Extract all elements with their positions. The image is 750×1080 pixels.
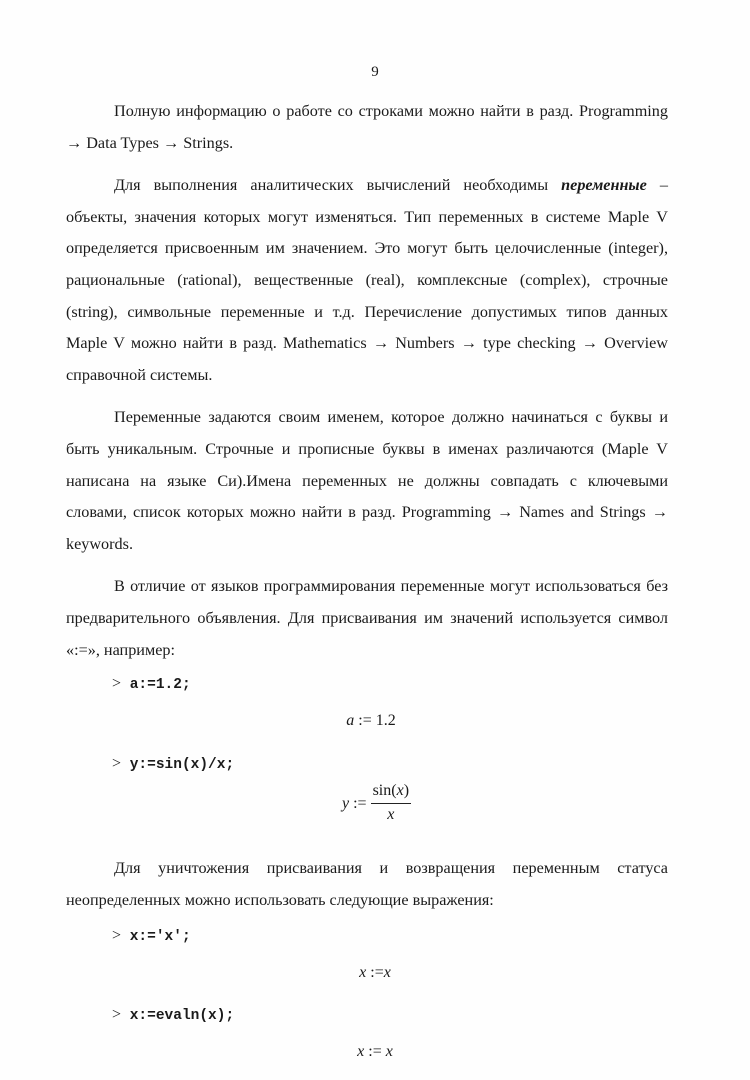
paragraph-variables-intro-rest: – объекты, значения которых могут изменяться. Тип переменных в системе Maple V определяется присвоенным им значением. Это могут быть целочисленные (integer), рациональные (rational), вещественные (real), комплексные (complex), строчные (string), символьные переменные и т.д. Перечисление допустимых типов данных Maple V можно найти в разд. Mathematics → Numbers → type checking → Overview справочной системы. xyxy=(66,176,668,384)
paragraph-variable-names: Переменные задаются своим именем, которое должно начинаться с буквы и быть уникальным. Строчные и прописные буквы в именах различаются (Maple V написана на языке Си).Имена переменных не должны совпадать с ключевыми словами, список которых можно найти в разд. Programming → Names and Strings → keywords. xyxy=(66,408,668,553)
output-operator: := xyxy=(358,712,372,730)
input-code: x:='x'; xyxy=(129,929,191,946)
paragraph-strings-reference: Полную информацию о работе со строками можно найти в разд. Programming → Data Types → Strings. xyxy=(66,102,668,152)
paragraph-variables-intro xyxy=(66,170,668,391)
numerator-argument: x xyxy=(396,782,404,800)
maple-output-1 xyxy=(74,711,668,731)
page-number: 9 xyxy=(371,64,379,80)
output-lhs: x xyxy=(359,964,367,982)
page-content xyxy=(66,96,668,1062)
output-lhs: a xyxy=(346,712,355,730)
maple-output-4 xyxy=(82,1042,668,1062)
input-code: x:=evaln(x); xyxy=(129,1008,235,1025)
input-code: a:=1.2; xyxy=(129,677,191,694)
output-rhs: x xyxy=(385,1043,393,1061)
term-variables: переменные xyxy=(561,176,647,195)
maple-input-3 xyxy=(112,926,668,947)
paragraph-assignment: В отличие от языков программирования переменные могут использоваться без предварительного объявления. Для присваивания им значений используется символ «:=», например: xyxy=(66,577,668,659)
fraction-denominator: x xyxy=(387,806,395,824)
input-prompt: > xyxy=(112,755,122,773)
maple-output-3 xyxy=(82,963,668,983)
paragraph-unassign: Для уничтожения присваивания и возвращения переменным статуса неопределенных можно использовать следующие выражения: xyxy=(66,859,668,909)
output-operator: := xyxy=(353,794,367,812)
maple-input-4 xyxy=(112,1005,668,1026)
fraction-numerator xyxy=(371,781,411,804)
output-operator: := xyxy=(370,964,384,982)
numerator-function: sin( xyxy=(372,782,397,800)
output-operator: := xyxy=(368,1043,382,1061)
input-code: y:=sin(x)/x; xyxy=(129,757,235,774)
fraction-expression xyxy=(342,781,411,826)
maple-input-2 xyxy=(112,754,668,775)
input-prompt: > xyxy=(112,1006,122,1024)
fraction xyxy=(371,781,411,826)
output-lhs: x xyxy=(357,1043,365,1061)
output-lhs: y xyxy=(342,794,350,812)
input-prompt: > xyxy=(112,675,122,693)
input-prompt: > xyxy=(112,927,122,945)
maple-input-1 xyxy=(112,674,668,695)
output-rhs: x xyxy=(383,964,391,982)
output-rhs: 1.2 xyxy=(375,712,396,730)
paragraph-variables-intro-start: Для выполнения аналитических вычислений необходимы xyxy=(114,176,562,195)
numerator-close: ) xyxy=(403,782,410,800)
maple-output-2 xyxy=(66,781,668,837)
